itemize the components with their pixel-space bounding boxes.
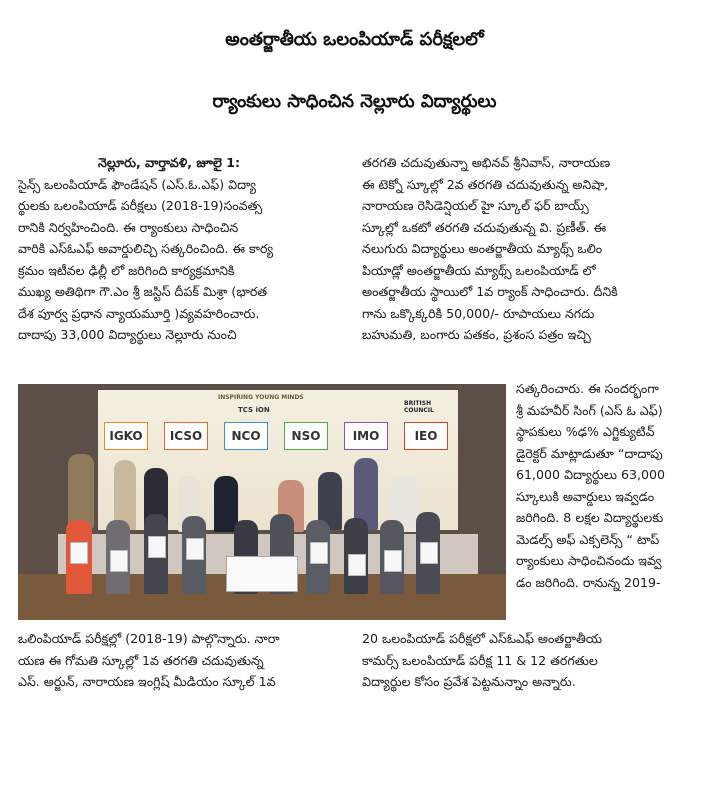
text-line: సత్కరించారు. ఈ సందర్భంగా — [516, 381, 659, 396]
text-line: నలుగురు విద్యార్థులు అంతర్జాతీయ మ్యాథ్స్ ఒలిం — [362, 241, 603, 256]
sponsor-logo-left: TCS iON — [238, 406, 270, 414]
text-line: నారాయణ రెసిడెన్షియల్ హై స్కూల్ ఫర్ బాయ్స్ — [362, 198, 589, 213]
olympiad-tile: IMO — [344, 422, 388, 450]
text-line: గాను ఒక్కొక్కరికి 50,000/- రూపాయలు నగదు — [362, 305, 595, 321]
text-line: దేశ పూర్వ ప్రధాన న్యాయమూర్తి )వ్యవహరించారు. — [18, 305, 260, 321]
text-line: శ్రీ మహవీర్ సింగ్ (ఎస్ ఓ ఎఫ్) — [516, 402, 663, 418]
olympiad-tile: IGKO — [104, 422, 148, 450]
text-line: యణ ఈ గోమతి స్కూల్లో 1వ తరగతి చదువుతున్న — [18, 652, 264, 668]
text-line: మెడల్స్ అఫ్ ఎక్సలెన్స్ “ టాప్ — [516, 531, 660, 547]
text-line: రానికి నిర్వహించింది. ఈ ర్యాంకులు సాధించిన — [18, 219, 239, 235]
headline-line-1: అంతర్జాతీయ ఒలంపియాడ్ పరీక్షలలో — [225, 29, 484, 50]
article-column-narrow — [516, 378, 692, 593]
certificate — [420, 542, 438, 564]
text-line: వారికి ఎస్ఓఎఫ్ అవార్డులిచ్చి సత్కరించింది. ఈ కార్య — [18, 241, 274, 256]
text-line: బహుమతి, బంగారు పతకం, ప్రశంస పత్రం ఇచ్చి — [362, 327, 591, 342]
text-line: స్థాపకులు %ఢ% ఎగ్జిక్యుటివ్ — [516, 424, 655, 439]
text-line: అంతర్జాతీయ స్థాయిలో 1వ ర్యాంక్ సాధించారు. దీనికి — [362, 284, 618, 299]
backdrop-banner: INSPIRING YOUNG MINDS — [218, 394, 304, 401]
text-line: 20 ఒలంపియాడ్ పరీక్షలో ఎస్ఓఎఫ్ అంతర్జాతీయ — [362, 631, 603, 646]
certificate — [148, 536, 166, 558]
text-line: డం జరిగింది. రానున్న 2019- — [516, 574, 661, 590]
text-line: జరిగింది. 8 లక్షల విద్యార్థులకు — [516, 510, 664, 525]
text-line: కామర్స్ ఒలంపియాడ్ పరీక్ష 11 & 12 తరగతుల — [362, 652, 598, 668]
headline-line-2: ర్యాంకులు సాధించిన నెల్లూరు విద్యార్థులు — [212, 91, 497, 112]
certificate — [384, 550, 402, 572]
sponsor-logo-right: BRITISH COUNCIL — [404, 400, 434, 414]
guest-figure — [68, 454, 94, 528]
text-line: ఎస్. అర్జున్, నారాయణ ఇంగ్లిష్ మీడియం స్కూల్ 1వ — [18, 674, 276, 689]
text-line: డైరెక్టర్ మాట్లాడుతూ “దాదాపు — [516, 445, 663, 461]
text-line: సైన్స్ ఒలంపియాడ్ ఫౌండేషన్ (ఎస్.ఓ.ఎఫ్) విద్యా — [18, 176, 256, 192]
certificate — [310, 542, 328, 564]
text-line: క్రమం ఇటీవల ఢిల్లీ లో జరిగింది కార్యక్రమానికి — [18, 262, 235, 278]
guest-figure — [214, 476, 238, 532]
olympiad-tile: IEO — [404, 422, 448, 450]
text-line: 61,000 విద్యార్థులు 63,000 — [516, 467, 666, 482]
text-line: విద్యార్థుల కోసం ప్రవేశ పెట్టనున్నాం అన్నారు. — [362, 674, 576, 689]
text-line: పియాడ్లో అంతర్జాతీయ మ్యాథ్స్ ఒలంపియాడ్ లో — [362, 262, 596, 278]
text-line: ముఖ్య అతిథిగా గౌ.ఎం శ్రీ జస్టిస్ దీపక్ మిశ్రా (భారత — [18, 284, 268, 299]
text-line: ఈ టెక్నో స్కూల్లో 2వ తరగతి చదువుతున్న అనిషా, — [362, 176, 609, 192]
olympiad-tile: NCO — [224, 422, 268, 450]
certificate — [186, 538, 204, 560]
text-line: ర్యాంకులు సాధించినందు ఇవ్వ — [516, 553, 662, 568]
certificate — [348, 554, 366, 576]
olympiad-tile: ICSO — [164, 422, 208, 450]
article-column-bottom-right — [362, 628, 692, 693]
prize-cheque — [226, 556, 298, 592]
text-line: స్కూలుకి అవార్డులు ఇవ్వడం — [516, 488, 655, 504]
text-line: ర్థులకు ఒలంపియాడ్ పరీక్షలు (2018-19)సంవత్స — [18, 198, 263, 213]
dateline: నెల్లూరు, వార్తావళి, జూలై 1: — [98, 155, 241, 170]
article-column-top-left — [18, 152, 352, 346]
article-column-top-right — [362, 152, 692, 346]
text-line: స్కూల్లో ఒకటో తరగతి చదువుతున్న వి. ప్రణీత్. ఈ — [362, 219, 607, 235]
article-column-bottom-left — [18, 628, 352, 693]
certificate — [70, 542, 88, 564]
text-line: ఒలింపియాడ్ పరీక్షల్లో (2018-19) పాల్గొన్నారు. నారా — [18, 631, 280, 646]
certificate — [110, 550, 128, 572]
text-line: తరగతి చదువుతున్నా అభినవ్ శ్రీనివాస్, నారాయణ — [362, 155, 611, 170]
olympiad-tile: NSO — [284, 422, 328, 450]
award-ceremony-photo — [18, 384, 506, 620]
text-line: దాదాపు 33,000 విద్యార్థులు నెల్లూరు నుంచి — [18, 327, 237, 342]
